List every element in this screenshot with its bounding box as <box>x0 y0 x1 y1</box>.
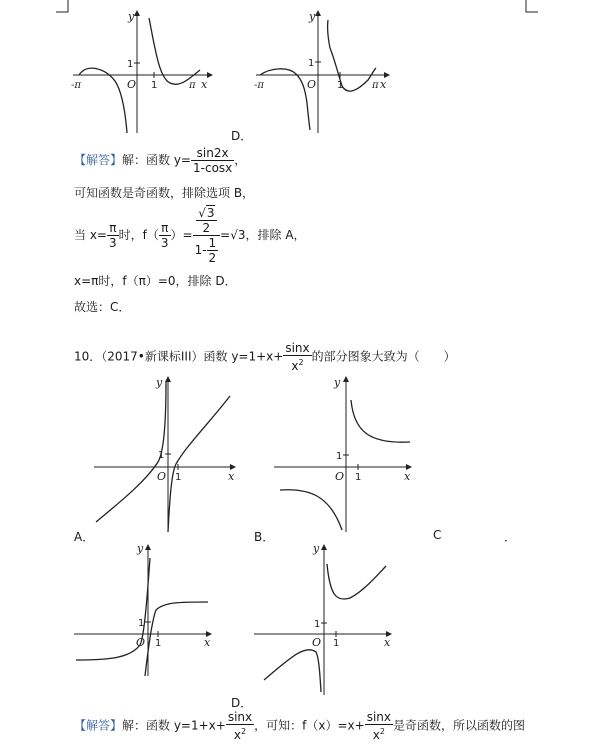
pi-label: π <box>189 80 196 91</box>
option-d-label-q10: D． <box>231 696 253 710</box>
origin-label: O <box>136 636 146 649</box>
comma: ， <box>234 153 247 167</box>
close-text: ）= <box>170 228 193 242</box>
function-fraction <box>191 146 234 175</box>
y-axis-label: y <box>137 542 144 555</box>
y-axis-label: y <box>334 376 341 389</box>
graph-b <box>270 372 420 537</box>
fraction-denominator: 1-cosx <box>193 161 233 175</box>
x-axis-label: x <box>201 78 208 91</box>
answer-tag: 【解答】 <box>74 153 123 167</box>
graph-d <box>250 540 400 700</box>
mid-text: ，可知：f（x）=x+ <box>254 718 365 733</box>
graph-a <box>90 372 245 537</box>
fraction-1: $\frac{\sin x}{x^2}$ <box>227 710 253 742</box>
solution-intro: 解：函数 y= <box>122 153 191 167</box>
graph-option-d <box>250 8 400 138</box>
origin-label: O <box>307 78 317 91</box>
neg-pi-label: -π <box>254 80 264 91</box>
y-one-label: 1 <box>158 450 165 461</box>
y-one-label: 1 <box>308 58 315 69</box>
solution-1-line-1 <box>74 146 246 175</box>
when-text: 当 x= <box>74 228 107 242</box>
x-axis-label: x <box>384 636 391 649</box>
y-axis-label: y <box>309 10 316 23</box>
x-one-label: 1 <box>175 472 182 483</box>
origin-label: O <box>335 470 345 483</box>
origin-label: O <box>312 636 322 649</box>
question-suffix: 的部分图象大致为（ ） <box>311 349 456 364</box>
x-one-label: 1 <box>355 472 362 483</box>
x-axis-label: x <box>404 470 411 483</box>
question-fraction: $\frac{\sin x}{x^2}$ <box>285 341 310 373</box>
answer-tag: 【解答】 <box>74 718 123 733</box>
x-axis-label: x <box>204 636 211 649</box>
option-a-label: A． <box>74 530 95 544</box>
x-one-label: 1 <box>151 80 158 91</box>
neg-pi-label: -π <box>71 80 81 91</box>
x-one-label: 1 <box>155 638 162 649</box>
fraction-2: $\frac{\sin x}{x^2}$ <box>366 710 391 742</box>
origin-label: O <box>157 470 167 483</box>
option-c-dot: ． <box>504 530 517 544</box>
solution-1-line-2: 可知函数是奇函数，排除选项 B， <box>74 186 255 200</box>
solution-1-line-4: x=π时，f（π）=0，排除 D． <box>74 274 237 288</box>
solution-2-line-1 <box>74 710 525 742</box>
y-axis-label: y <box>313 542 320 555</box>
question-prefix: 10．（2017•新课标III）函数 y=1+x+ <box>74 349 284 364</box>
pi-label: π <box>372 80 379 91</box>
compound-fraction: $\frac{√3}{2}$ 1- $\frac{1}{2}$ <box>193 206 221 265</box>
x-axis-label: x <box>228 470 235 483</box>
y-one-label: 1 <box>314 619 321 630</box>
x-axis-label: x <box>380 78 387 91</box>
suffix-text: 是奇函数，所以函数的图 <box>392 718 525 733</box>
fraction-numerator: sin2x <box>191 146 234 161</box>
x-one-label: 1 <box>333 638 340 649</box>
result-text: =√3，排除 A， <box>220 228 306 242</box>
y-axis-label: y <box>128 10 135 23</box>
pi-over-3-arg: $\frac{\pi}{3}$ <box>160 221 169 250</box>
solution-intro: 解：函数 y=1+x+ <box>122 718 226 733</box>
option-c-label: C <box>433 528 442 542</box>
y-one-label: 1 <box>336 451 343 462</box>
pi-over-3: $\frac{\pi}{3}$ <box>108 221 117 250</box>
graph-c <box>70 540 220 680</box>
x-one-label: 1 <box>337 80 344 91</box>
y-axis-label: y <box>156 376 163 389</box>
y-one-label: 1 <box>127 59 134 70</box>
option-b-label: B． <box>254 530 275 544</box>
origin-label: O <box>127 78 137 91</box>
question-10-stem <box>74 341 456 373</box>
y-one-label: 1 <box>138 618 145 629</box>
graph-option-c <box>65 8 215 138</box>
time-text: 时，f（ <box>118 228 159 242</box>
solution-1-line-3 <box>74 206 306 265</box>
option-d-label: D． <box>231 129 253 143</box>
solution-1-line-5: 故选：C． <box>74 300 131 314</box>
